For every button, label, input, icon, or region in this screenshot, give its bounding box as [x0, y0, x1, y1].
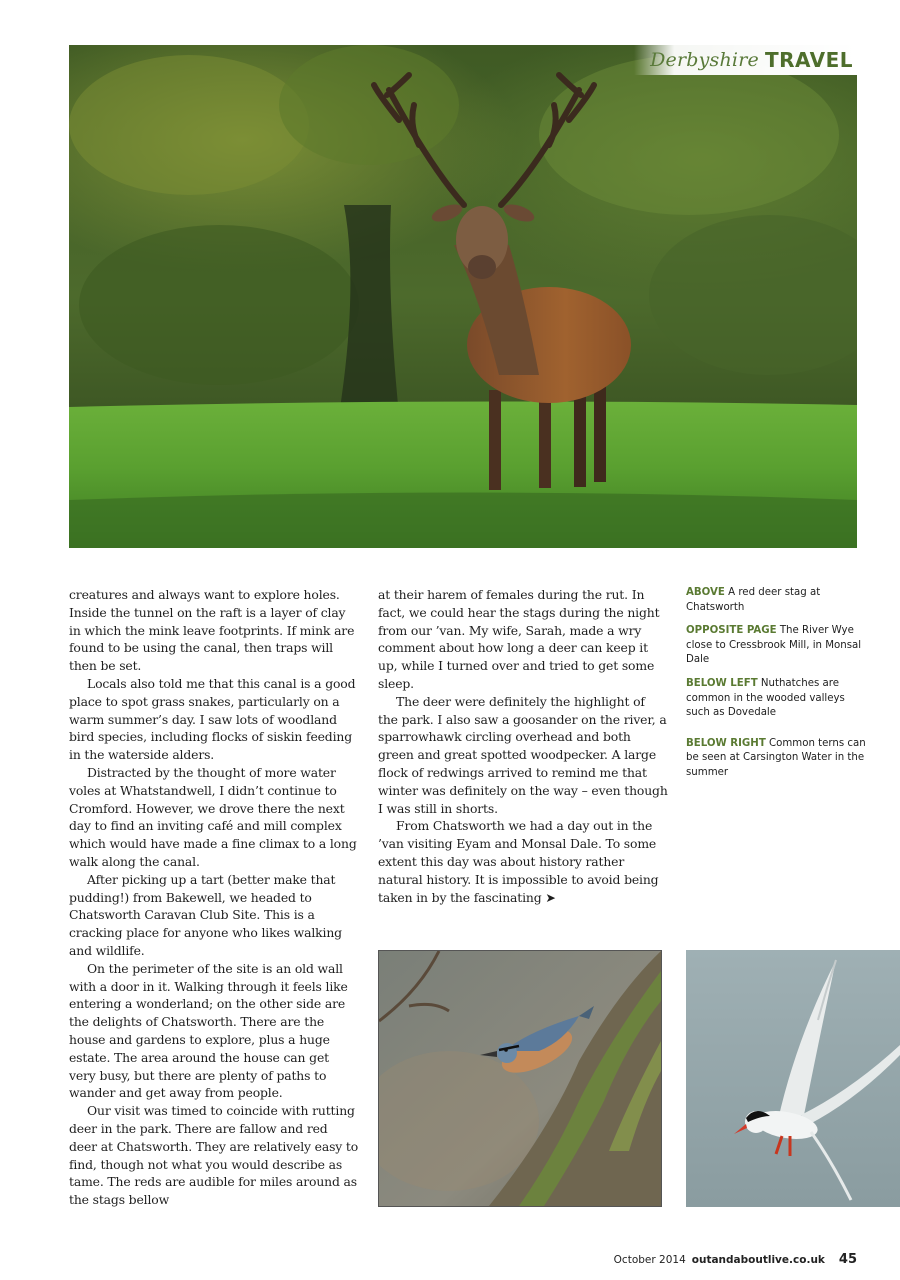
paragraph: creatures and always want to explore holes. Inside the tunnel on the raft is a layer of clay in which the mink leave footprints. If mink are found to be using the canal, then traps will then be set.: [69, 587, 355, 674]
section-label: [634, 45, 857, 75]
tern-photo: [686, 950, 900, 1207]
paragraph: The deer were definitely the highlight of the park. I also saw a goosander on the river, a sparrowhawk circling overhead and both green and great spotted woodpecker. A large flock of redwings arrived to remind me that winter was definitely on the way – even though I was still in shorts.: [378, 693, 668, 816]
caption-label: ABOVE: [686, 587, 725, 598]
section-label-travel: TRAVEL: [764, 48, 853, 72]
caption-opposite-page: [686, 624, 866, 668]
body-column-2: [378, 586, 668, 906]
page-number: 45: [838, 1252, 857, 1267]
caption-label: BELOW RIGHT: [686, 737, 766, 749]
section-label-script: Derbyshire: [650, 49, 759, 71]
paragraph: After picking up a tart (better make that pudding!) from Bakewell, we headed to Chatsworth Caravan Club Site. This is a cracking place for anyone who likes walking and wildlife.: [69, 871, 342, 958]
hero-photo: [69, 45, 857, 548]
caption-below-right: [686, 737, 866, 781]
body-column-1: [69, 586, 359, 1209]
caption-text: Common terns can be seen at Carsington Water in the summer: [686, 737, 866, 778]
paragraph-text: From Chatsworth we had a day out in the ’van visiting Eyam and Monsal Dale. To some extent this day was about history rather natural history. It is impossible to avoid being taken in by the fascinating: [378, 818, 659, 905]
continue-arrow-icon: ➤: [545, 889, 556, 905]
caption-text: Nuthatches are common in the wooded valleys such as Dovedale: [686, 677, 845, 719]
page-footer: [614, 1252, 857, 1267]
caption-label: BELOW LEFT: [686, 677, 758, 689]
paragraph: Locals also told me that this canal is a good place to spot grass snakes, particularly on a warm summer’s day. I saw lots of woodland bird species, including flocks of siskin feeding in the waterside alders.: [69, 675, 356, 763]
photo-captions: [686, 586, 866, 790]
caption-text: A red deer stag at Chatsworth: [686, 587, 821, 613]
paragraph: at their harem of females during the rut. In fact, we could hear the stags during the night from our ’van. My wife, Sarah, made a wry comment about how long a deer can keep it up, while I turned over and tried to get some sleep.: [378, 587, 660, 691]
red-deer-stag-photo: [69, 45, 857, 548]
nuthatch-photo: [378, 950, 662, 1207]
paragraph: Our visit was timed to coincide with rutting deer in the park. There are fallow and red deer at Chatsworth. They are relatively easy to find, though not what you would describe as tame. The reds are audible for miles around as the stags bellow: [69, 1103, 359, 1208]
paragraph: Distracted by the thought of more water voles at Whatstandwell, I didn’t continue to Cromford. However, we drove there the next day to find an inviting café and mill complex which would have made a fine climax to a long walk along the canal.: [69, 764, 357, 869]
paragraph: [378, 817, 668, 906]
caption-above: [686, 586, 866, 615]
common-tern-icon: [686, 950, 900, 1207]
caption-below-left: [686, 677, 866, 721]
caption-label: OPPOSITE PAGE: [686, 625, 777, 637]
footer-website: outandaboutlive.co.uk: [691, 1254, 825, 1266]
footer-date: October 2014: [613, 1254, 686, 1266]
caption-text: The River Wye close to Cressbrook Mill, in Monsal Dale: [686, 625, 862, 666]
nuthatch-icon: [379, 951, 661, 1206]
paragraph: On the perimeter of the site is an old wall with a door in it. Walking through it feels like entering a wonderland; on the other side are the delights of Chatsworth. There are the house and gardens to explore, plus a huge estate. The area around the house can get very busy, but there are plenty of paths to wander and get away from people.: [69, 960, 348, 1101]
